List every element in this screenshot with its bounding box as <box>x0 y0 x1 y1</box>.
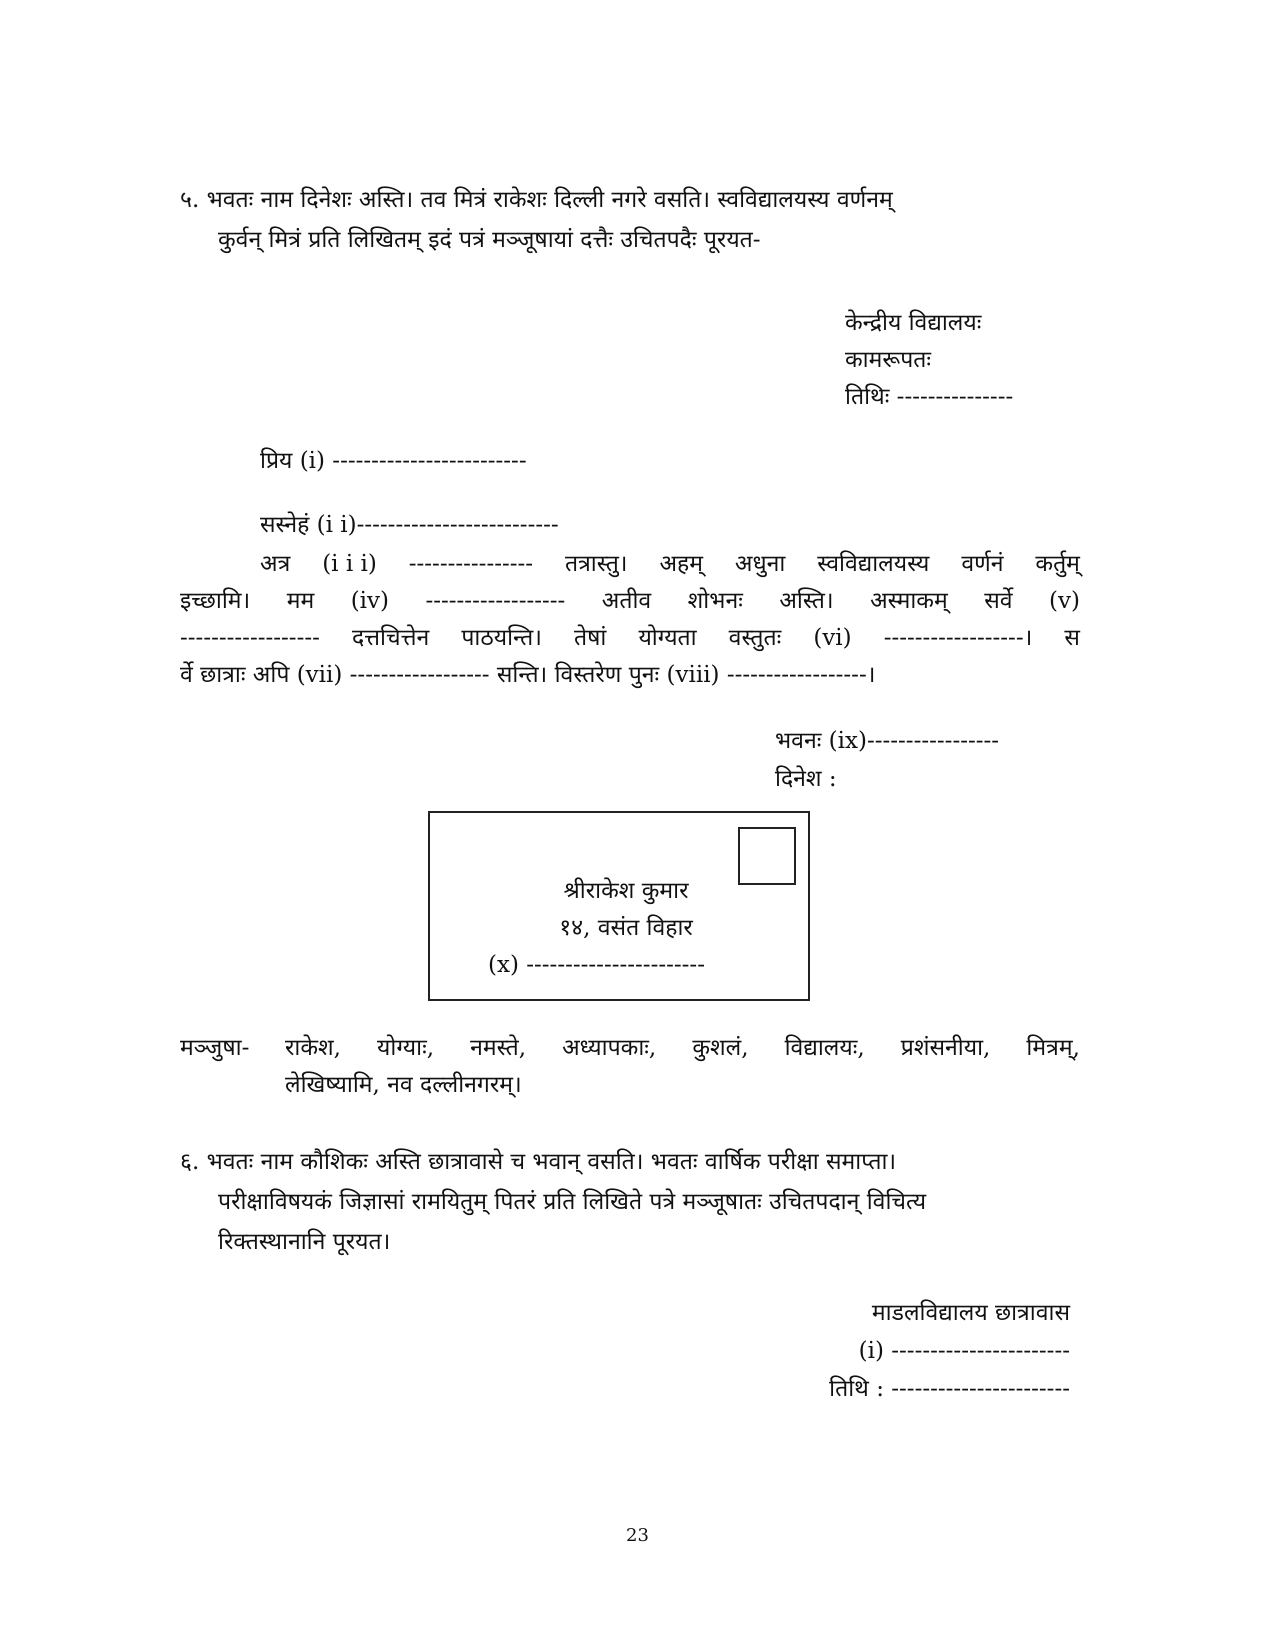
envelope-box <box>428 811 810 1001</box>
word-option: योग्याः, <box>377 1035 435 1061</box>
letter-signature <box>775 722 999 798</box>
word: तत्रास्तु। <box>564 551 628 577</box>
word: स <box>1064 625 1080 651</box>
word-option: विद्यालयः, <box>784 1035 865 1061</box>
word: अधुना <box>734 551 786 577</box>
word: अत्र <box>260 551 291 577</box>
blank-label: (i i i) <box>322 551 377 577</box>
word: अतीव <box>601 588 652 614</box>
blank-label: (iv) <box>350 588 389 614</box>
question-5-line-2: कुर्वन् मित्रं प्रति लिखितम् इदं पत्रं मञ्जूषायां दत्तैः उचितपदैः पूरयत- <box>218 227 761 253</box>
word: सर्वे <box>984 588 1013 614</box>
letter-body-row-4: र्वे छात्राः अपि (vii) ------------------ सन्ति। विस्तरेण पुनः (viii) ------------------। <box>180 662 876 688</box>
word: वर्णनं <box>961 551 1004 577</box>
envelope-recipient-name: श्रीराकेश कुमार <box>563 878 689 904</box>
word: वस्तुतः <box>728 625 782 651</box>
word-option: मित्रम्, <box>1026 1035 1080 1061</box>
word-option: नमस्ते, <box>470 1035 527 1061</box>
word: इच्छामि। <box>180 588 251 614</box>
word-box-label: मञ्जुषा- <box>180 1035 250 1061</box>
blank-line: ------------------ <box>180 625 320 651</box>
word-option: कुशलं, <box>692 1035 749 1061</box>
word-option: प्रशंसनीया, <box>900 1035 991 1061</box>
word: अहम् <box>659 551 703 577</box>
word: अस्ति। <box>779 588 834 614</box>
word: पाठयन्ति। <box>461 625 542 651</box>
question-6 <box>180 1142 1080 1262</box>
address-blank-line: (i) ----------------------- <box>858 1338 1070 1364</box>
address-line: कामरूपतः <box>845 347 932 373</box>
letter-6-address <box>829 1294 1070 1408</box>
address-line: माडलविद्यालय छात्रावास <box>871 1300 1070 1326</box>
letter-body <box>180 546 1080 694</box>
word: कर्तुम् <box>1035 551 1080 577</box>
word-box-row-2: लेखिष्यामि, नव दल्लीनगरम्। <box>285 1072 522 1098</box>
letter-body-row-1 <box>180 546 1080 583</box>
blank-line: ---------------- <box>408 551 534 577</box>
word-option: राकेश, <box>285 1035 341 1061</box>
envelope-address <box>430 873 812 984</box>
blank-line: ------------------ <box>425 588 566 614</box>
word: मम <box>286 588 315 614</box>
letter-sender-address <box>845 305 1013 416</box>
question-6-line-2: परीक्षाविषयकं जिज्ञासां रामयितुम् पितरं प्रति लिखिते पत्रे मञ्जूषातः उचितपदान् विचित्य <box>218 1189 927 1215</box>
letter-blessing: सस्नेहं (i i)-------------------------- <box>260 512 559 538</box>
word: स्वविद्यालयस्य <box>817 551 930 577</box>
word-box-words <box>285 1030 1080 1067</box>
word-option: अध्यापकाः, <box>562 1035 657 1061</box>
envelope-street: १४, वसंत विहार <box>559 915 693 941</box>
signature-line: भवनः (ix)----------------- <box>775 728 1000 754</box>
letter-body-row-3 <box>180 620 1080 657</box>
blank-line: ------------------। <box>883 625 1033 651</box>
blank-label: (v) <box>1048 588 1080 614</box>
word-box <box>180 1030 1080 1104</box>
address-date-line: तिथिः --------------- <box>845 384 1014 410</box>
address-line: केन्द्रीय विद्यालयः <box>845 310 982 336</box>
signature-name: दिनेश : <box>775 766 837 792</box>
word: योग्यता <box>638 625 697 651</box>
question-6-line-3: रिक्तस्थानानि पूरयत। <box>218 1229 391 1255</box>
question-5-line-1: ५. भवतः नाम दिनेशः अस्ति। तव मित्रं राकेशः दिल्ली नगरे वसति। स्वविद्यालयस्य वर्णनम् <box>180 187 893 213</box>
word-box-row-1 <box>180 1030 1080 1067</box>
address-date-line: तिथि : ----------------------- <box>829 1376 1070 1402</box>
word: तेषां <box>574 625 607 651</box>
blank-label: (vi) <box>813 625 852 651</box>
word: शोभनः <box>687 588 743 614</box>
letter-body-row-2 <box>180 583 1080 620</box>
word: दत्तचित्तेन <box>351 625 430 651</box>
letter-greeting: प्रिय (i) ------------------------- <box>260 448 527 474</box>
envelope-blank: (x) ----------------------- <box>488 952 705 978</box>
word: अस्माकम् <box>870 588 948 614</box>
page-number: 23 <box>626 1525 649 1546</box>
question-6-line-1: ६. भवतः नाम कौशिकः अस्ति छात्रावासे च भवान् वसति। भवतः वार्षिक परीक्षा समाप्ता। <box>180 1149 897 1175</box>
